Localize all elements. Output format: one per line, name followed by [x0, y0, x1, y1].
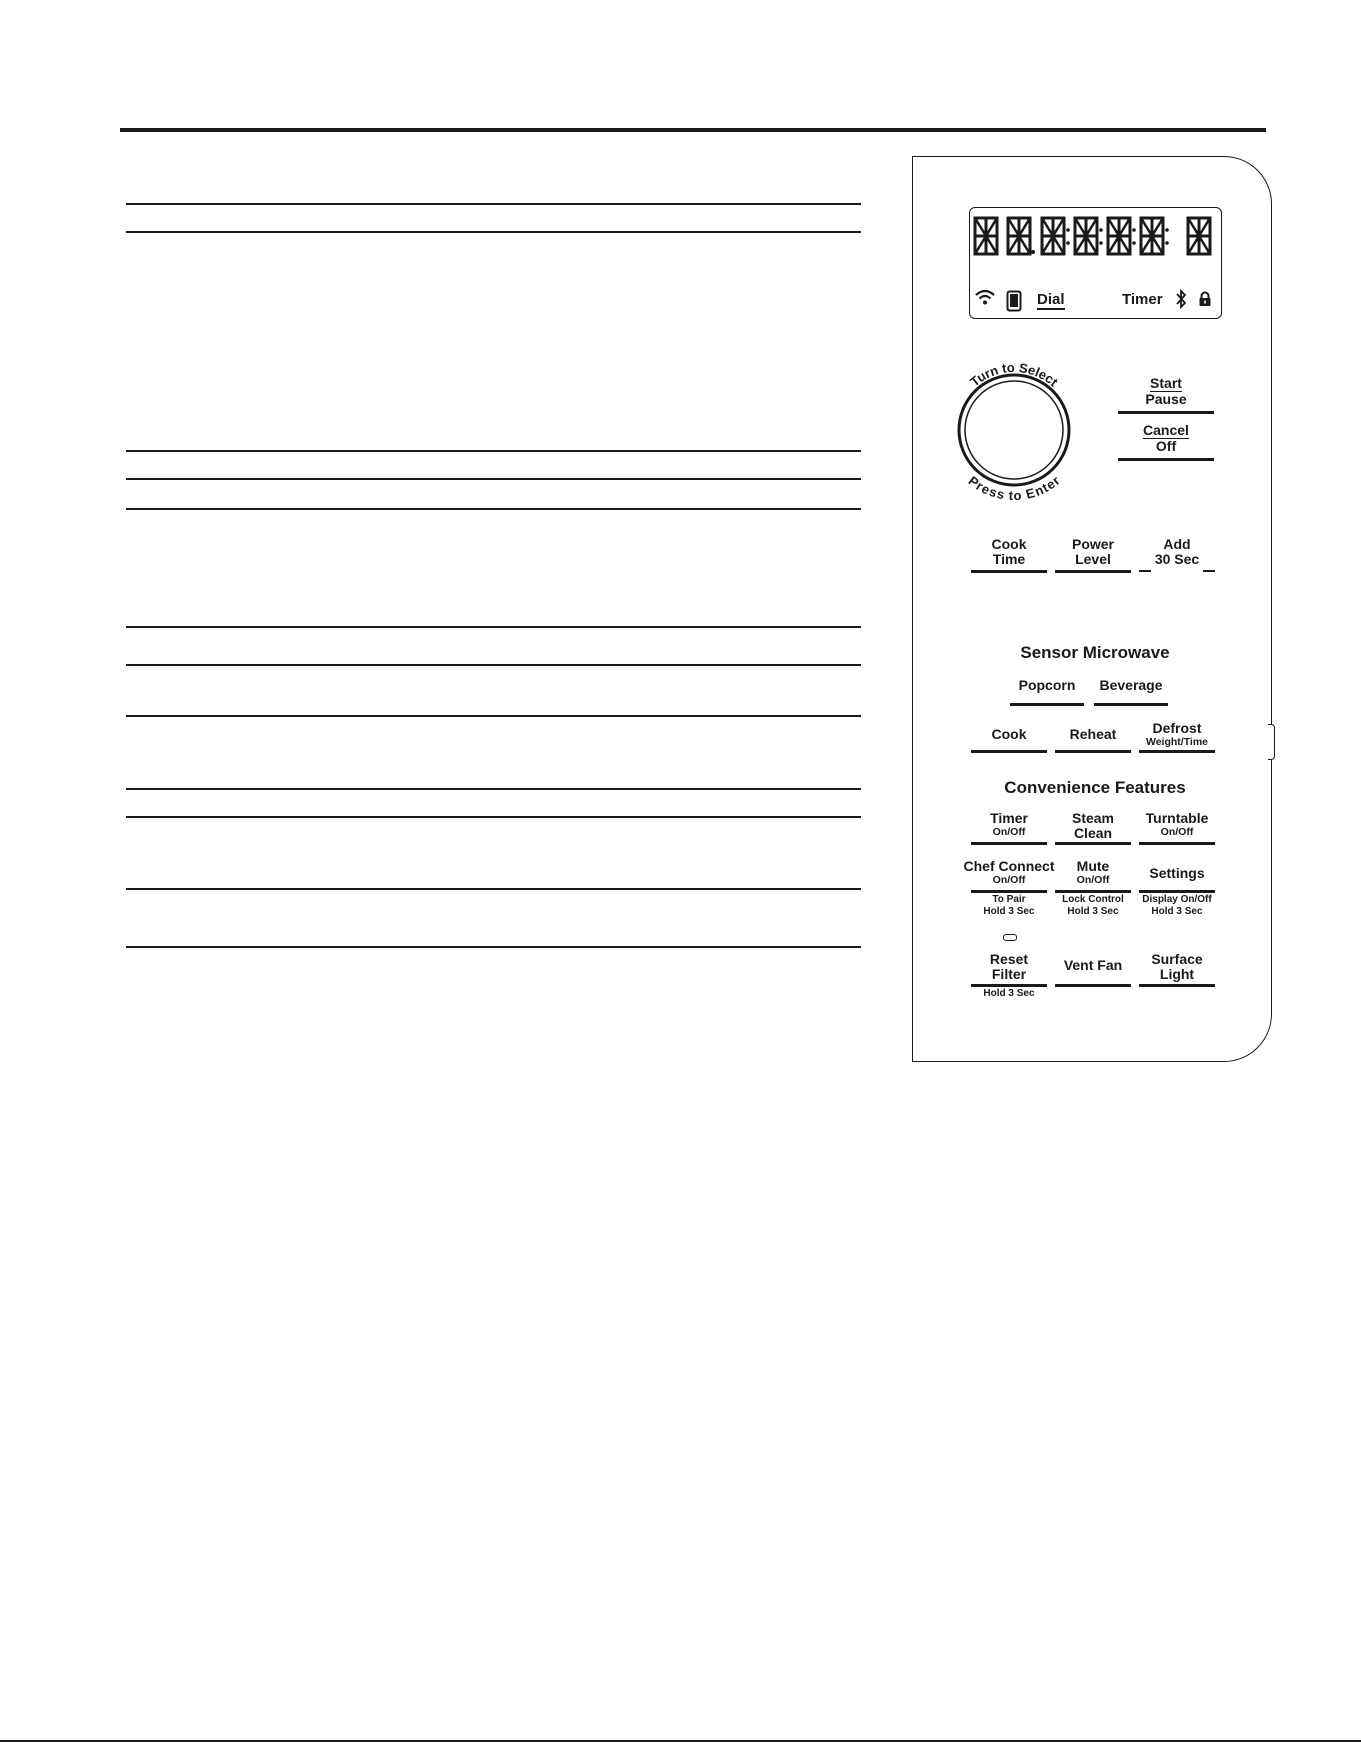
power-level-underline — [1055, 570, 1131, 573]
colon-dot — [1132, 228, 1136, 232]
surface-light-button[interactable] — [1139, 952, 1215, 982]
filter-indicator-light — [1003, 934, 1017, 941]
power-level-button[interactable] — [1055, 537, 1131, 567]
knob-outer-ring — [959, 375, 1069, 485]
mute-hint — [1045, 894, 1141, 918]
table-rule — [126, 788, 861, 790]
sensor-microwave-heading: Sensor Microwave — [1020, 643, 1170, 662]
segment-digit — [1188, 218, 1210, 254]
table-rule — [126, 888, 861, 890]
defrost-underline — [1139, 750, 1215, 753]
chef-connect-button[interactable] — [961, 859, 1057, 886]
mute-hint-line1: Lock Control — [1062, 894, 1124, 905]
reset-filter-underline — [971, 984, 1047, 987]
mute-underline — [1055, 890, 1131, 893]
table-rule — [126, 203, 861, 205]
light-label: Light — [1159, 966, 1195, 982]
sensor-cook-label: Cook — [991, 726, 1027, 742]
popcorn-underline — [1010, 703, 1084, 706]
table-rule — [126, 816, 861, 818]
sensor-cook-underline — [971, 750, 1047, 753]
cook-time-underline — [971, 570, 1047, 573]
mute-hint-line2: Hold 3 Sec — [1067, 906, 1119, 917]
popcorn-label: Popcorn — [1018, 677, 1076, 693]
lcd-digits — [970, 212, 1220, 262]
start-pause-underline — [1118, 411, 1214, 414]
footer-rule — [0, 1740, 1361, 1742]
table-rule — [126, 715, 861, 717]
cancel-label: Cancel — [1143, 422, 1189, 438]
bluetooth-icon — [1174, 289, 1188, 309]
cancel-off-button[interactable] — [1118, 423, 1214, 454]
chef-hint-line2: Hold 3 Sec — [983, 906, 1035, 917]
settings-button[interactable] — [1139, 866, 1215, 881]
settings-hint-line1: Display On/Off — [1142, 894, 1212, 905]
cook-time-line1: Cook — [991, 536, 1027, 552]
reset-label: Reset — [989, 951, 1029, 967]
cancel-off-underline — [1118, 458, 1214, 461]
pause-label: Pause — [1145, 391, 1187, 407]
settings-hint — [1129, 894, 1225, 918]
dial-label: Dial — [1037, 291, 1065, 308]
power-level-line2: Level — [1075, 551, 1111, 567]
turntable-button[interactable] — [1139, 811, 1215, 838]
segment-digit — [1108, 218, 1130, 254]
surface-label: Surface — [1151, 951, 1203, 967]
reheat-button[interactable] — [1055, 727, 1131, 742]
table-rule — [126, 478, 861, 480]
knob-bottom-text: Press to Enter — [965, 472, 1063, 504]
chef-connect-label: Chef Connect — [963, 858, 1055, 874]
lock-icon — [1198, 291, 1212, 307]
sensor-cook-button[interactable] — [971, 727, 1047, 742]
clean-label: Clean — [1073, 825, 1113, 841]
segment-digit — [1008, 218, 1030, 254]
table-rule — [126, 450, 861, 452]
defrost-label: Defrost — [1152, 720, 1202, 736]
chef-connect-underline — [971, 890, 1047, 893]
chef-connect-hint — [961, 894, 1057, 918]
chef-connect-sub-label: On/Off — [992, 874, 1026, 886]
timer-button-label: Timer — [990, 810, 1028, 826]
turntable-label: Turntable — [1145, 810, 1209, 826]
colon-dot — [1132, 241, 1136, 245]
colon-dot — [1165, 228, 1169, 232]
turntable-sub-label: On/Off — [1160, 826, 1194, 838]
power-level-line1: Power — [1071, 536, 1114, 552]
mute-button[interactable] — [1055, 859, 1131, 886]
phone-icon — [1006, 290, 1022, 312]
reheat-underline — [1055, 750, 1131, 753]
colon-dot — [1099, 241, 1103, 245]
settings-label: Settings — [1149, 865, 1205, 881]
cook-time-button[interactable] — [971, 537, 1047, 567]
segment-digit — [1042, 218, 1064, 254]
knob-inner-ring — [965, 381, 1063, 479]
colon-dot — [1066, 241, 1070, 245]
vent-fan-button[interactable] — [1055, 958, 1131, 973]
table-rule — [126, 508, 861, 510]
off-label: Off — [1155, 438, 1177, 454]
popcorn-button[interactable] — [1010, 678, 1084, 693]
surface-light-underline — [1139, 984, 1215, 987]
colon-dot — [1066, 228, 1070, 232]
segment-digit — [1075, 218, 1097, 254]
reset-filter-hint: Hold 3 Sec — [983, 988, 1035, 999]
colon-dot — [1165, 241, 1169, 245]
convenience-features-heading: Convenience Features — [1004, 778, 1186, 797]
panel-notch — [1268, 724, 1275, 760]
beverage-label: Beverage — [1099, 677, 1163, 693]
start-pause-button[interactable] — [1118, 376, 1214, 407]
start-label: Start — [1150, 375, 1182, 391]
steam-clean-button[interactable] — [1055, 811, 1131, 841]
add-30-underline-right — [1203, 570, 1215, 572]
mute-label: Mute — [1076, 858, 1110, 874]
decimal-dot — [1031, 250, 1035, 254]
beverage-button[interactable] — [1094, 678, 1168, 693]
settings-hint-line2: Hold 3 Sec — [1151, 906, 1203, 917]
colon-dot — [1099, 228, 1103, 232]
beverage-underline — [1094, 703, 1168, 706]
turntable-underline — [1139, 842, 1215, 845]
table-rule — [126, 626, 861, 628]
segment-digit — [1141, 218, 1163, 254]
dial-knob[interactable] — [944, 350, 1084, 510]
add-30-line2: 30 Sec — [1154, 551, 1200, 567]
timer-label: Timer — [1122, 291, 1163, 308]
settings-underline — [1139, 890, 1215, 893]
defrost-sub-label: Weight/Time — [1145, 736, 1209, 748]
reheat-label: Reheat — [1069, 726, 1117, 742]
table-rule — [126, 231, 861, 233]
vent-fan-underline — [1055, 984, 1131, 987]
add-30-sec-button[interactable] — [1139, 537, 1215, 567]
table-rule — [126, 664, 861, 666]
mute-sub-label: On/Off — [1076, 874, 1110, 886]
chef-hint-line1: To Pair — [992, 894, 1026, 905]
defrost-button[interactable] — [1139, 721, 1215, 748]
add-30-line1: Add — [1163, 536, 1191, 552]
timer-button[interactable] — [971, 811, 1047, 838]
steam-clean-underline — [1055, 842, 1131, 845]
reset-filter-button[interactable] — [971, 952, 1047, 982]
header-rule — [120, 128, 1266, 132]
add-30-underline-left — [1139, 570, 1151, 572]
segment-digit — [975, 218, 997, 254]
knob-top-text: Turn to Select — [967, 359, 1061, 390]
wifi-icon — [974, 288, 996, 306]
steam-label: Steam — [1071, 810, 1115, 826]
cook-time-line2: Time — [992, 551, 1026, 567]
vent-fan-label: Vent Fan — [1063, 957, 1123, 973]
timer-sub-label: On/Off — [992, 826, 1026, 838]
table-rule — [126, 946, 861, 948]
timer-underline — [971, 842, 1047, 845]
filter-label: Filter — [991, 966, 1027, 982]
